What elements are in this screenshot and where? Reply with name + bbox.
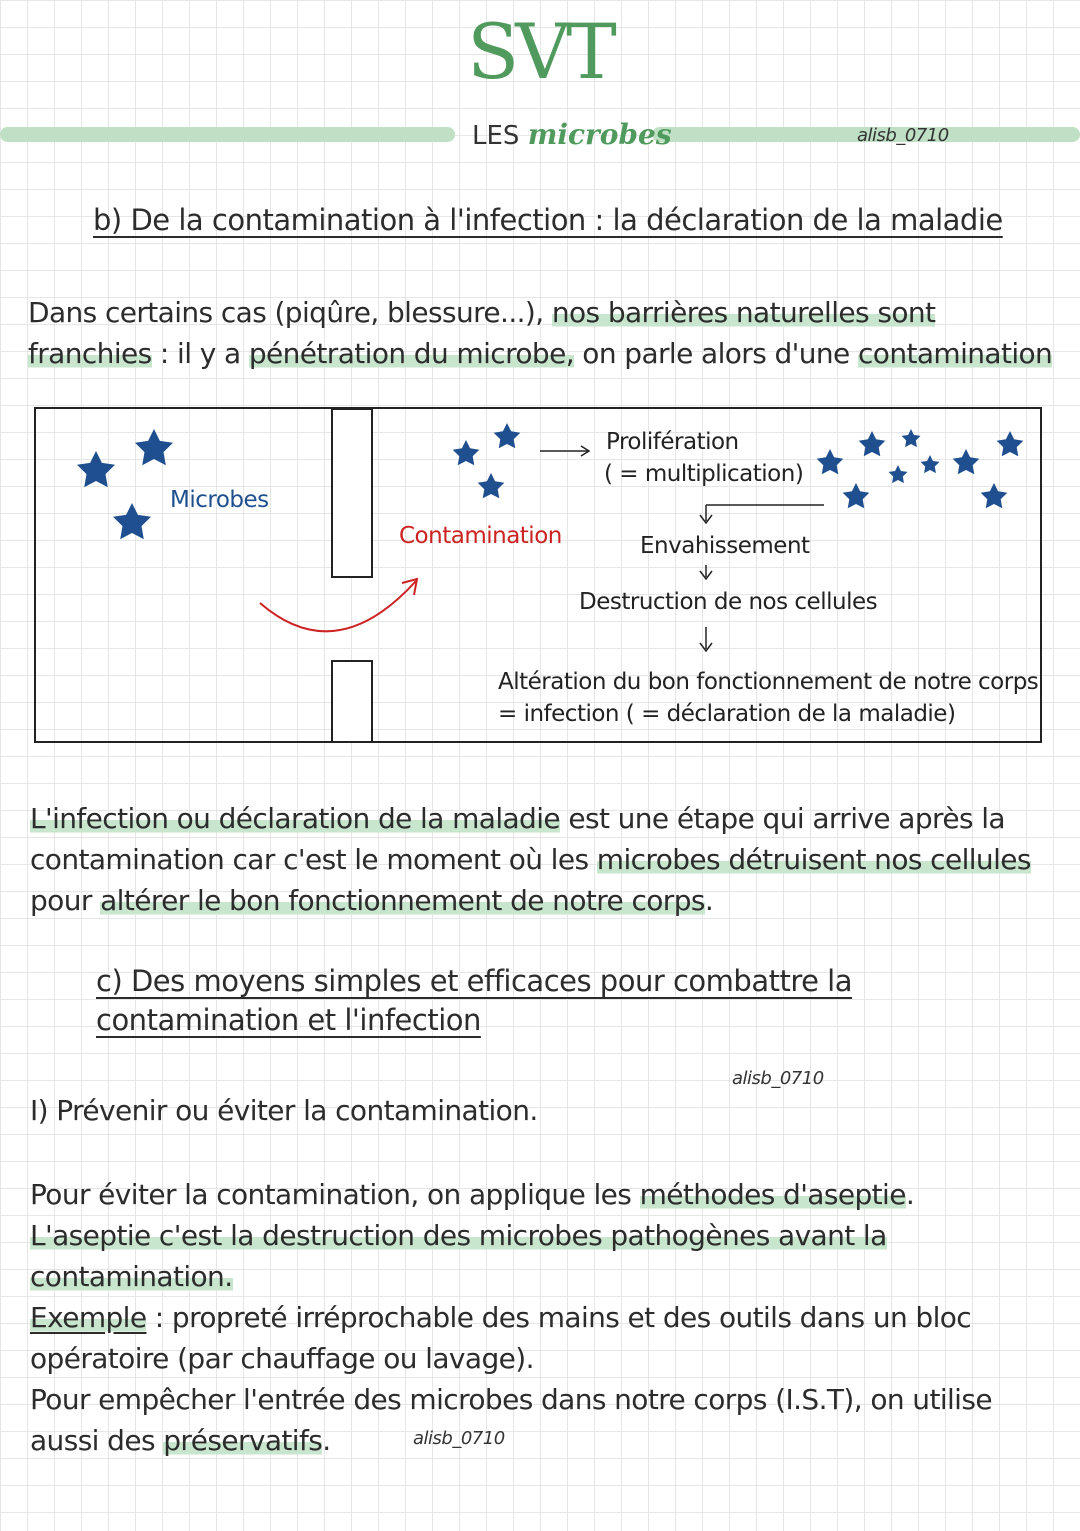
aseptie-line: [30, 1174, 1060, 1215]
subheading-prevent: I) Prévenir ou éviter la contamination.: [30, 1094, 538, 1127]
contamination-arrow: [260, 581, 416, 631]
p1-text-2: .: [905, 1178, 915, 1211]
conclusion-text-1: est une étape qui arrive après la contamination car c'est le moment où les: [30, 802, 1005, 876]
section-b-intro: [28, 292, 1058, 374]
microbe-star-icon: [478, 473, 505, 498]
microbe-star-icon: [902, 429, 921, 447]
microbe-star-icon: [953, 449, 980, 474]
microbes-label: Microbes: [170, 487, 269, 513]
p3-highlight: préservatifs: [163, 1424, 323, 1457]
contamination-label: Contamination: [399, 523, 562, 549]
microbe-star-icon: [77, 451, 115, 487]
microbe-star-icon: [997, 431, 1024, 456]
microbe-star-icon: [113, 503, 151, 539]
microbe-star-icon: [817, 449, 844, 474]
section-c-heading: c) Des moyens simples et efficaces pour combattre la contamination et l'infection: [96, 964, 853, 1037]
microbe-star-icon: [843, 483, 870, 508]
microbe-star-icon: [135, 429, 173, 465]
infection-definition: = infection ( = déclaration de la maladie): [498, 701, 956, 727]
conclusion-text-3: .: [704, 884, 714, 917]
barrier-bottom: [332, 661, 372, 741]
microbe-star-icon: [889, 465, 908, 483]
microbe-star-icon: [494, 423, 521, 448]
p2-highlight: L'aseptie c'est la destruction des microbes pathogènes avant la contamination.: [30, 1219, 887, 1293]
header-bar-left: [0, 127, 455, 142]
page-subtitle: [472, 118, 672, 151]
alteration-label: Altération du bon fonctionnement de notre corps: [498, 669, 1039, 695]
section-b-conclusion: [30, 798, 1040, 921]
intro-text-1: Dans certains cas (piqûre, blessure...),: [28, 296, 552, 329]
section-b-heading: b) De la contamination à l'infection : la déclaration de la maladie: [93, 203, 1003, 237]
intro-highlight-1: nos barrières naturelles sont franchies: [28, 296, 936, 370]
microbe-star-icon: [981, 483, 1008, 508]
example-paragraph: [30, 1297, 1060, 1379]
p3-text-2: .: [322, 1424, 331, 1457]
p1-text-1: Pour éviter la contamination, on applique les: [30, 1178, 640, 1211]
section-c-watermark: alisb_0710: [732, 1068, 824, 1089]
conclusion-highlight-1: L'infection ou déclaration de la maladie: [30, 802, 561, 835]
microbe-star-icon: [921, 455, 940, 473]
section-c-body: [30, 1174, 1060, 1461]
intro-text-3: on parle alors d'une: [574, 337, 858, 370]
conclusion-highlight-2: microbes détruisent nos cellules: [596, 843, 1031, 876]
page-title: SVT: [467, 7, 613, 96]
destruction-label: Destruction de nos cellules: [579, 589, 878, 615]
aseptie-definition: [30, 1215, 1060, 1297]
footer-watermark: alisb_0710: [413, 1428, 505, 1449]
author-watermark: alisb_0710: [857, 125, 949, 146]
condom-paragraph: [30, 1379, 1060, 1461]
intro-highlight-3: contamination: [858, 337, 1053, 370]
contamination-diagram: [34, 407, 1042, 743]
invasion-label: Envahissement: [640, 533, 810, 559]
subtitle-prefix: LES: [472, 121, 520, 151]
conclusion-highlight-3: altérer le bon fonctionnement de notre corps: [100, 884, 705, 917]
intro-highlight-2: pénétration du microbe,: [248, 337, 574, 370]
conclusion-text-2: pour: [30, 884, 101, 917]
microbe-star-icon: [859, 431, 886, 456]
example-text: : propreté irréprochable des mains et des outils dans un bloc opératoire (par chauffage ou lavage).: [30, 1301, 972, 1375]
proliferation-label: Prolifération: [606, 429, 739, 455]
intro-text-2: : il y a: [151, 337, 249, 370]
example-label: Exemple: [30, 1301, 147, 1334]
barrier-top: [332, 409, 372, 577]
p1-highlight: méthodes d'aseptie: [639, 1178, 906, 1211]
p3-text-1: Pour empêcher l'entrée des microbes dans notre corps (I.S.T), on utilise aussi des: [30, 1383, 992, 1457]
subtitle-accent: microbes: [527, 118, 672, 151]
microbe-star-icon: [453, 440, 480, 465]
proliferation-definition: ( = multiplication): [604, 461, 804, 487]
